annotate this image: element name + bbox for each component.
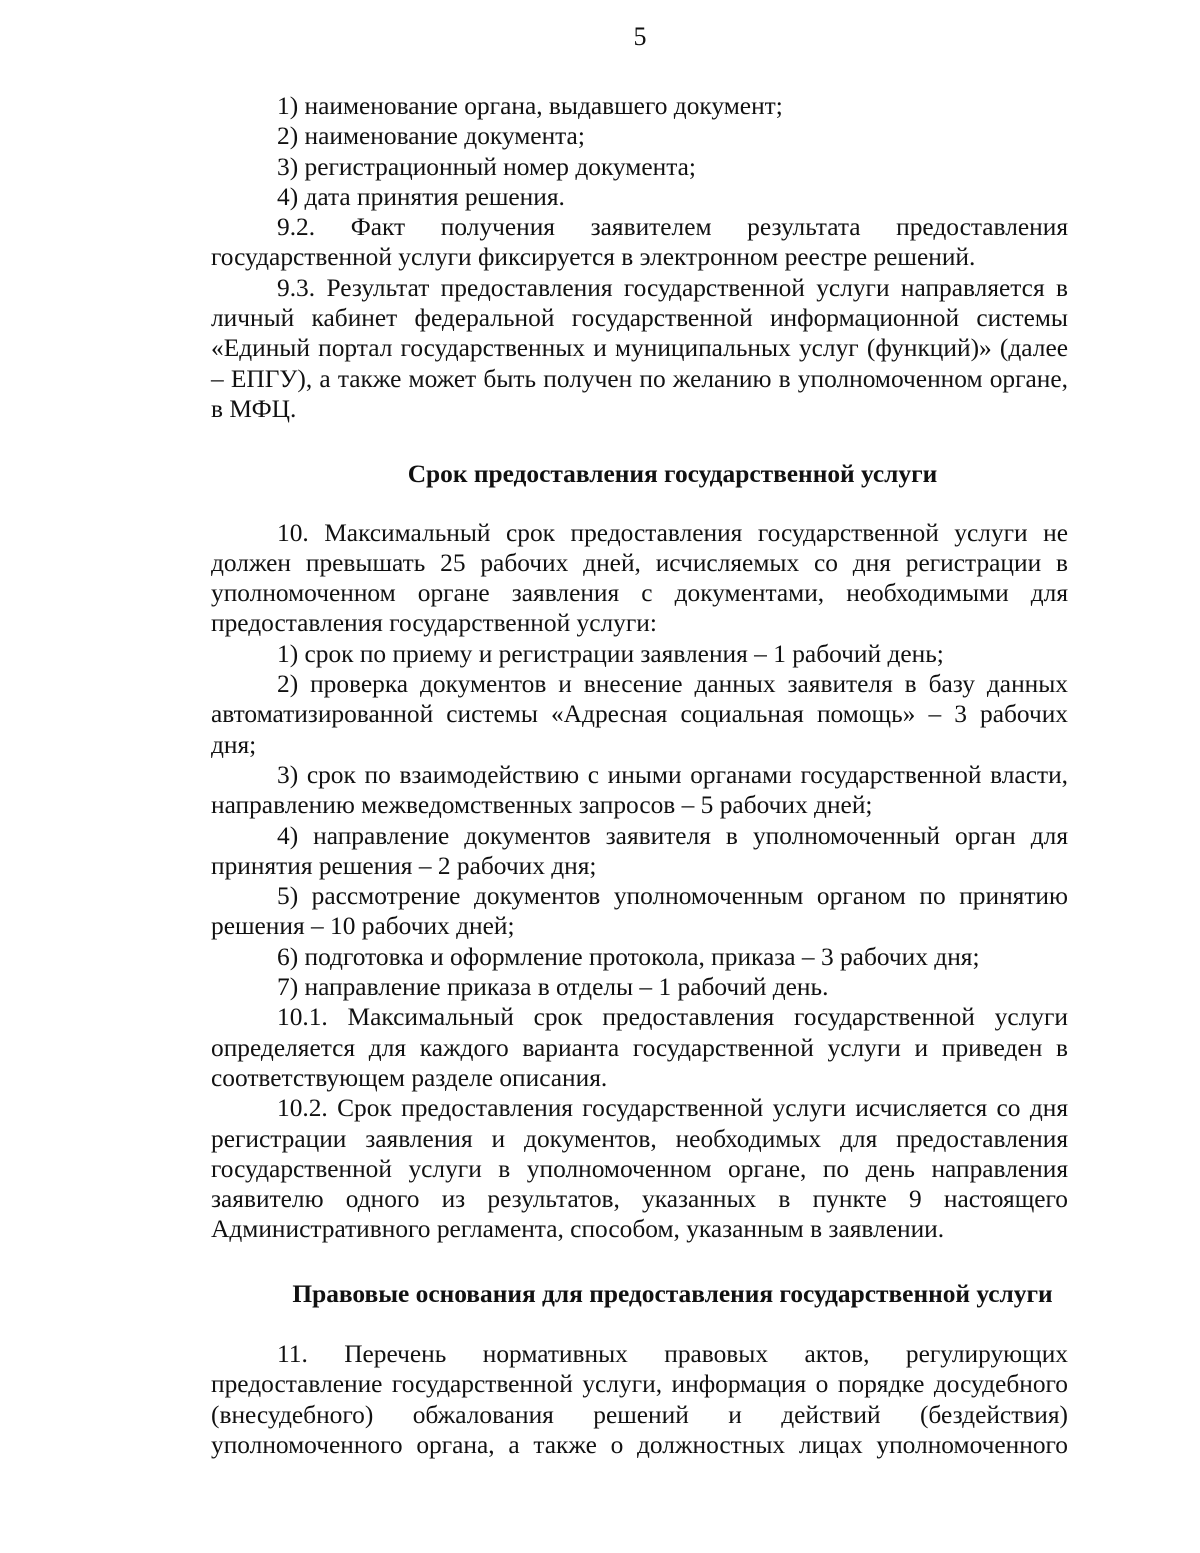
paragraph-10: 10. Максимальный срок предоставления государственной услуги не должен превышать 25 рабочих дней, исчисляемых со дня регистрации в уполномоченном органе заявления с документами, необходимыми для предоставления государственной услуги: [211, 518, 1068, 638]
paragraph-11: 11. Перечень нормативных правовых актов, регулирующих предоставление государственной услуги, информация о порядке досудебного (внесудебного) обжалования решений и действий (бездействия) уполномоченного органа, а также о должностных лицах уполномоченного [211, 1339, 1068, 1459]
list-item-10-7: 7) направление приказа в отделы – 1 рабочий день. [277, 973, 829, 1002]
list-item-10-5: 5) рассмотрение документов уполномоченным органом по принятию решения – 10 рабочих дней; [211, 882, 1068, 941]
page-number: 5 [633, 22, 647, 51]
paragraph-10-2: 10.2. Срок предоставления государственной услуги исчисляется со дня регистрации заявления и документов, необходимых для предоставления государственной услуги в уполномоченном органе, по день направления заявителю одного из результатов, указанных в пункте 9 настоящего Административного регламента, способом, указанным в заявлении. [211, 1094, 1068, 1244]
paragraph-9-2: 9.2. Факт получения заявителем результата предоставления государственной услуги фиксируется в электронном реестре решений. [211, 213, 1068, 272]
list-item-10-3: 3) срок по взаимодействию с иными органами государственной власти, направлению межведомственных запросов – 5 рабочих дней; [211, 760, 1068, 820]
section-heading-term: Срок предоставления государственной услуги [407, 460, 938, 489]
list-item-9-1-3: 3) регистрационный номер документа; [277, 152, 696, 181]
paragraph-9-3: 9.3. Результат предоставления государственной услуги направляется в личный кабинет федеральной государственной информационной системы «Единый портал государственных и муниципальных услуг (функций)» (далее – ЕПГУ), а также может быть получен по желанию в уполномоченном органе, в МФЦ. [211, 273, 1068, 423]
list-item-9-1-2: 2) наименование документа; [277, 122, 585, 151]
document-body [211, 91, 1068, 1460]
list-item-10-2: 2) проверка документов и внесение данных заявителя в базу данных автоматизированной системы «Адресная социальная помощь» – 3 рабочих дня; [211, 670, 1068, 759]
list-item-10-4: 4) направление документов заявителя в уполномоченный орган для принятия решения – 2 рабочих дня; [211, 821, 1068, 880]
section-heading-legal-basis: Правовые основания для предоставления государственной услуги [292, 1279, 1053, 1308]
paragraph-10-1: 10.1. Максимальный срок предоставления государственной услуги определяется для каждого варианта государственной услуги и приведен в соответствующем разделе описания. [211, 1003, 1068, 1092]
list-item-10-1: 1) срок по приему и регистрации заявления – 1 рабочий день; [277, 639, 944, 668]
list-item-10-6: 6) подготовка и оформление протокола, приказа – 3 рабочих дня; [277, 942, 980, 971]
list-item-9-1-1: 1) наименование органа, выдавшего документ; [277, 92, 783, 120]
list-item-9-1-4: 4) дата принятия решения. [277, 182, 565, 211]
